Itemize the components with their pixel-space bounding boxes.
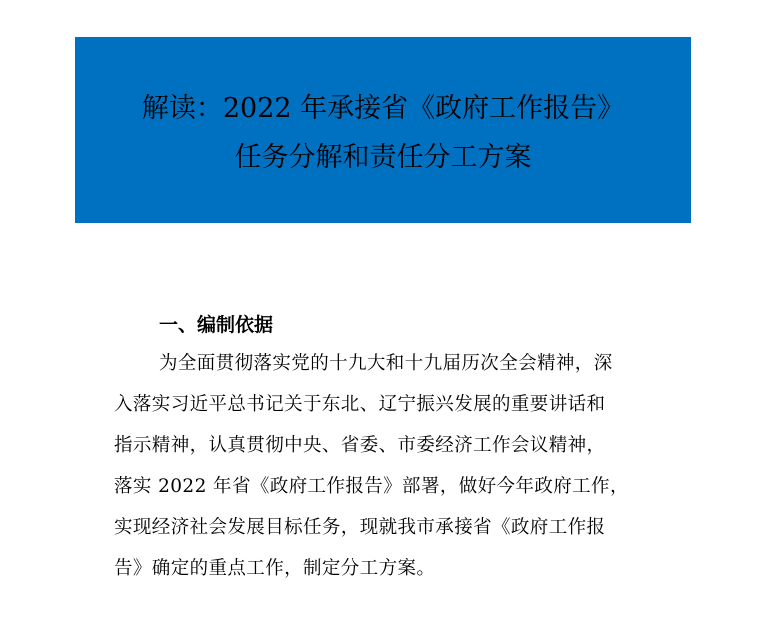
section-heading: 一、编制依据	[159, 314, 274, 336]
title-banner	[75, 37, 691, 223]
document-title-line-1: 解读：2022 年承接省《政府工作报告》	[141, 93, 625, 124]
paragraph-line-2: 入落实习近平总书记关于东北、辽宁振兴发展的重要讲话和	[114, 394, 606, 415]
paragraph-line-5: 实现经济社会发展目标任务，现就我市承接省《政府工作报	[114, 517, 606, 538]
paragraph-line-4: 落实 2022 年省《政府工作报告》部署，做好今年政府工作，	[114, 476, 629, 497]
document-title-line-2: 任务分解和责任分工方案	[234, 142, 532, 173]
paragraph-line-6: 告》确定的重点工作，制定分工方案。	[114, 558, 436, 579]
paragraph-line-1: 为全面贯彻落实党的十九大和十九届历次全会精神，深	[159, 353, 613, 374]
paragraph-line-3: 指示精神，认真贯彻中央、省委、市委经济工作会议精神，	[114, 435, 606, 456]
